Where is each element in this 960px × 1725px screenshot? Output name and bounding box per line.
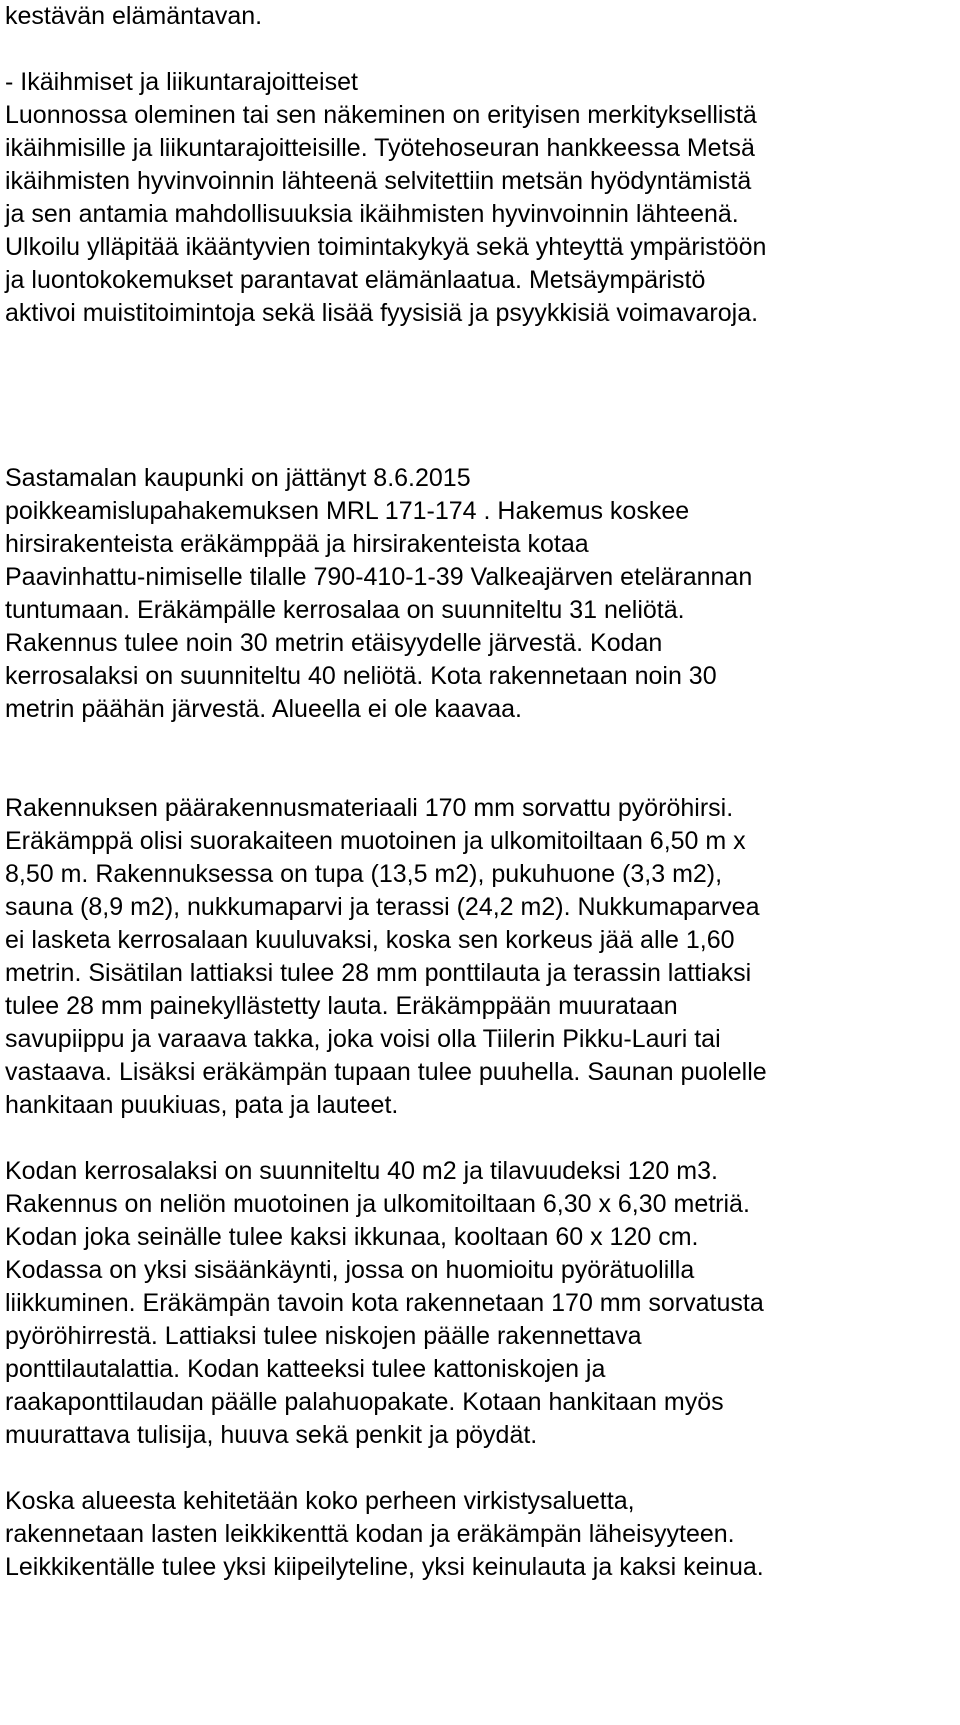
text-line: muurattava tulisija, huuva sekä penkit ja pöydät. — [5, 1421, 538, 1449]
text-line: vastaava. Lisäksi eräkämpän tupaan tulee puuhella. Saunan puolelle — [5, 1058, 767, 1086]
text-line: kestävän elämäntavan. — [5, 2, 263, 30]
text-line: Ulkoilu ylläpitää ikääntyvien toimintakykyä sekä yhteyttä ympäristöön — [5, 233, 767, 261]
text-line: ja luontokokemukset parantavat elämänlaatua. Metsäympäristö — [5, 266, 706, 294]
text-line: hankitaan puukiuas, pata ja lauteet. — [5, 1091, 399, 1119]
text-line: ja sen antamia mahdollisuuksia ikäihmisten hyvinvoinnin lähteenä. — [5, 200, 739, 228]
text-line: ikäihmisten hyvinvoinnin lähteenä selvitettiin metsän hyödyntämistä — [5, 167, 752, 195]
text-line: aktivoi muistitoimintoja sekä lisää fyysisiä ja psyykkisiä voimavaroja. — [5, 299, 759, 327]
text-line: kerrosalaksi on suunniteltu 40 neliötä. Kota rakennetaan noin 30 — [5, 662, 717, 690]
text-line: Paavinhattu-nimiselle tilalle 790-410-1-39 Valkeajärven etelärannan — [5, 563, 753, 591]
text-line: poikkeamislupahakemuksen MRL 171-174 . Hakemus koskee — [5, 497, 690, 525]
text-line: Eräkämppä olisi suorakaiteen muotoinen ja ulkomitoiltaan 6,50 m x — [5, 827, 746, 855]
text-line: savupiippu ja varaava takka, joka voisi olla Tiilerin Pikku-Lauri tai — [5, 1025, 721, 1053]
text-line: Koska alueesta kehitetään koko perheen virkistysaluetta, — [5, 1487, 635, 1515]
text-line: Kodassa on yksi sisäänkäynti, jossa on huomioitu pyörätuolilla — [5, 1256, 695, 1284]
text-line: Leikkikentälle tulee yksi kiipeilyteline, yksi keinulauta ja kaksi keinua. — [5, 1553, 764, 1581]
text-line: ikäihmisille ja liikuntarajoitteisille. Työtehoseuran hankkeessa Metsä — [5, 134, 755, 162]
text-line: ponttilautalattia. Kodan katteeksi tulee kattoniskojen ja — [5, 1355, 606, 1383]
text-line: sauna (8,9 m2), nukkumaparvi ja terassi (24,2 m2). Nukkumaparvea — [5, 893, 760, 921]
text-line: Sastamalan kaupunki on jättänyt 8.6.2015 — [5, 464, 471, 492]
text-line: Rakennus on neliön muotoinen ja ulkomitoiltaan 6,30 x 6,30 metriä. — [5, 1190, 750, 1218]
text-line: metrin. Sisätilan lattiaksi tulee 28 mm ponttilauta ja terassin lattiaksi — [5, 959, 752, 987]
text-line: liikkuminen. Eräkämpän tavoin kota rakennetaan 170 mm sorvatusta — [5, 1289, 764, 1317]
text-line: tuntumaan. Eräkämpälle kerrosalaa on suunniteltu 31 neliötä. — [5, 596, 685, 624]
text-line: Kodan joka seinälle tulee kaksi ikkunaa, kooltaan 60 x 120 cm. — [5, 1223, 699, 1251]
text-line: metrin päähän järvestä. Alueella ei ole kaavaa. — [5, 695, 522, 723]
text-line: pyöröhirrestä. Lattiaksi tulee niskojen päälle rakennettava — [5, 1322, 642, 1350]
text-line: - Ikäihmiset ja liikuntarajoitteiset — [5, 68, 358, 96]
text-line: ei lasketa kerrosalaan kuuluvaksi, koska sen korkeus jää alle 1,60 — [5, 926, 735, 954]
text-line: rakennetaan lasten leikkikenttä kodan ja eräkämpän läheisyyteen. — [5, 1520, 735, 1548]
text-line: 8,50 m. Rakennuksessa on tupa (13,5 m2), pukuhuone (3,3 m2), — [5, 860, 723, 888]
text-line: Rakennuksen päärakennusmateriaali 170 mm sorvattu pyöröhirsi. — [5, 794, 734, 822]
text-line: Kodan kerrosalaksi on suunniteltu 40 m2 ja tilavuudeksi 120 m3. — [5, 1157, 718, 1185]
text-line: raakaponttilaudan päälle palahuopakate. Kotaan hankitaan myös — [5, 1388, 724, 1416]
text-line: Rakennus tulee noin 30 metrin etäisyydelle järvestä. Kodan — [5, 629, 663, 657]
text-line: tulee 28 mm painekyllästetty lauta. Eräkämppään muurataan — [5, 992, 678, 1020]
text-line: hirsirakenteista eräkämppää ja hirsirakenteista kotaa — [5, 530, 589, 558]
text-line: Luonnossa oleminen tai sen näkeminen on erityisen merkityksellistä — [5, 101, 757, 129]
